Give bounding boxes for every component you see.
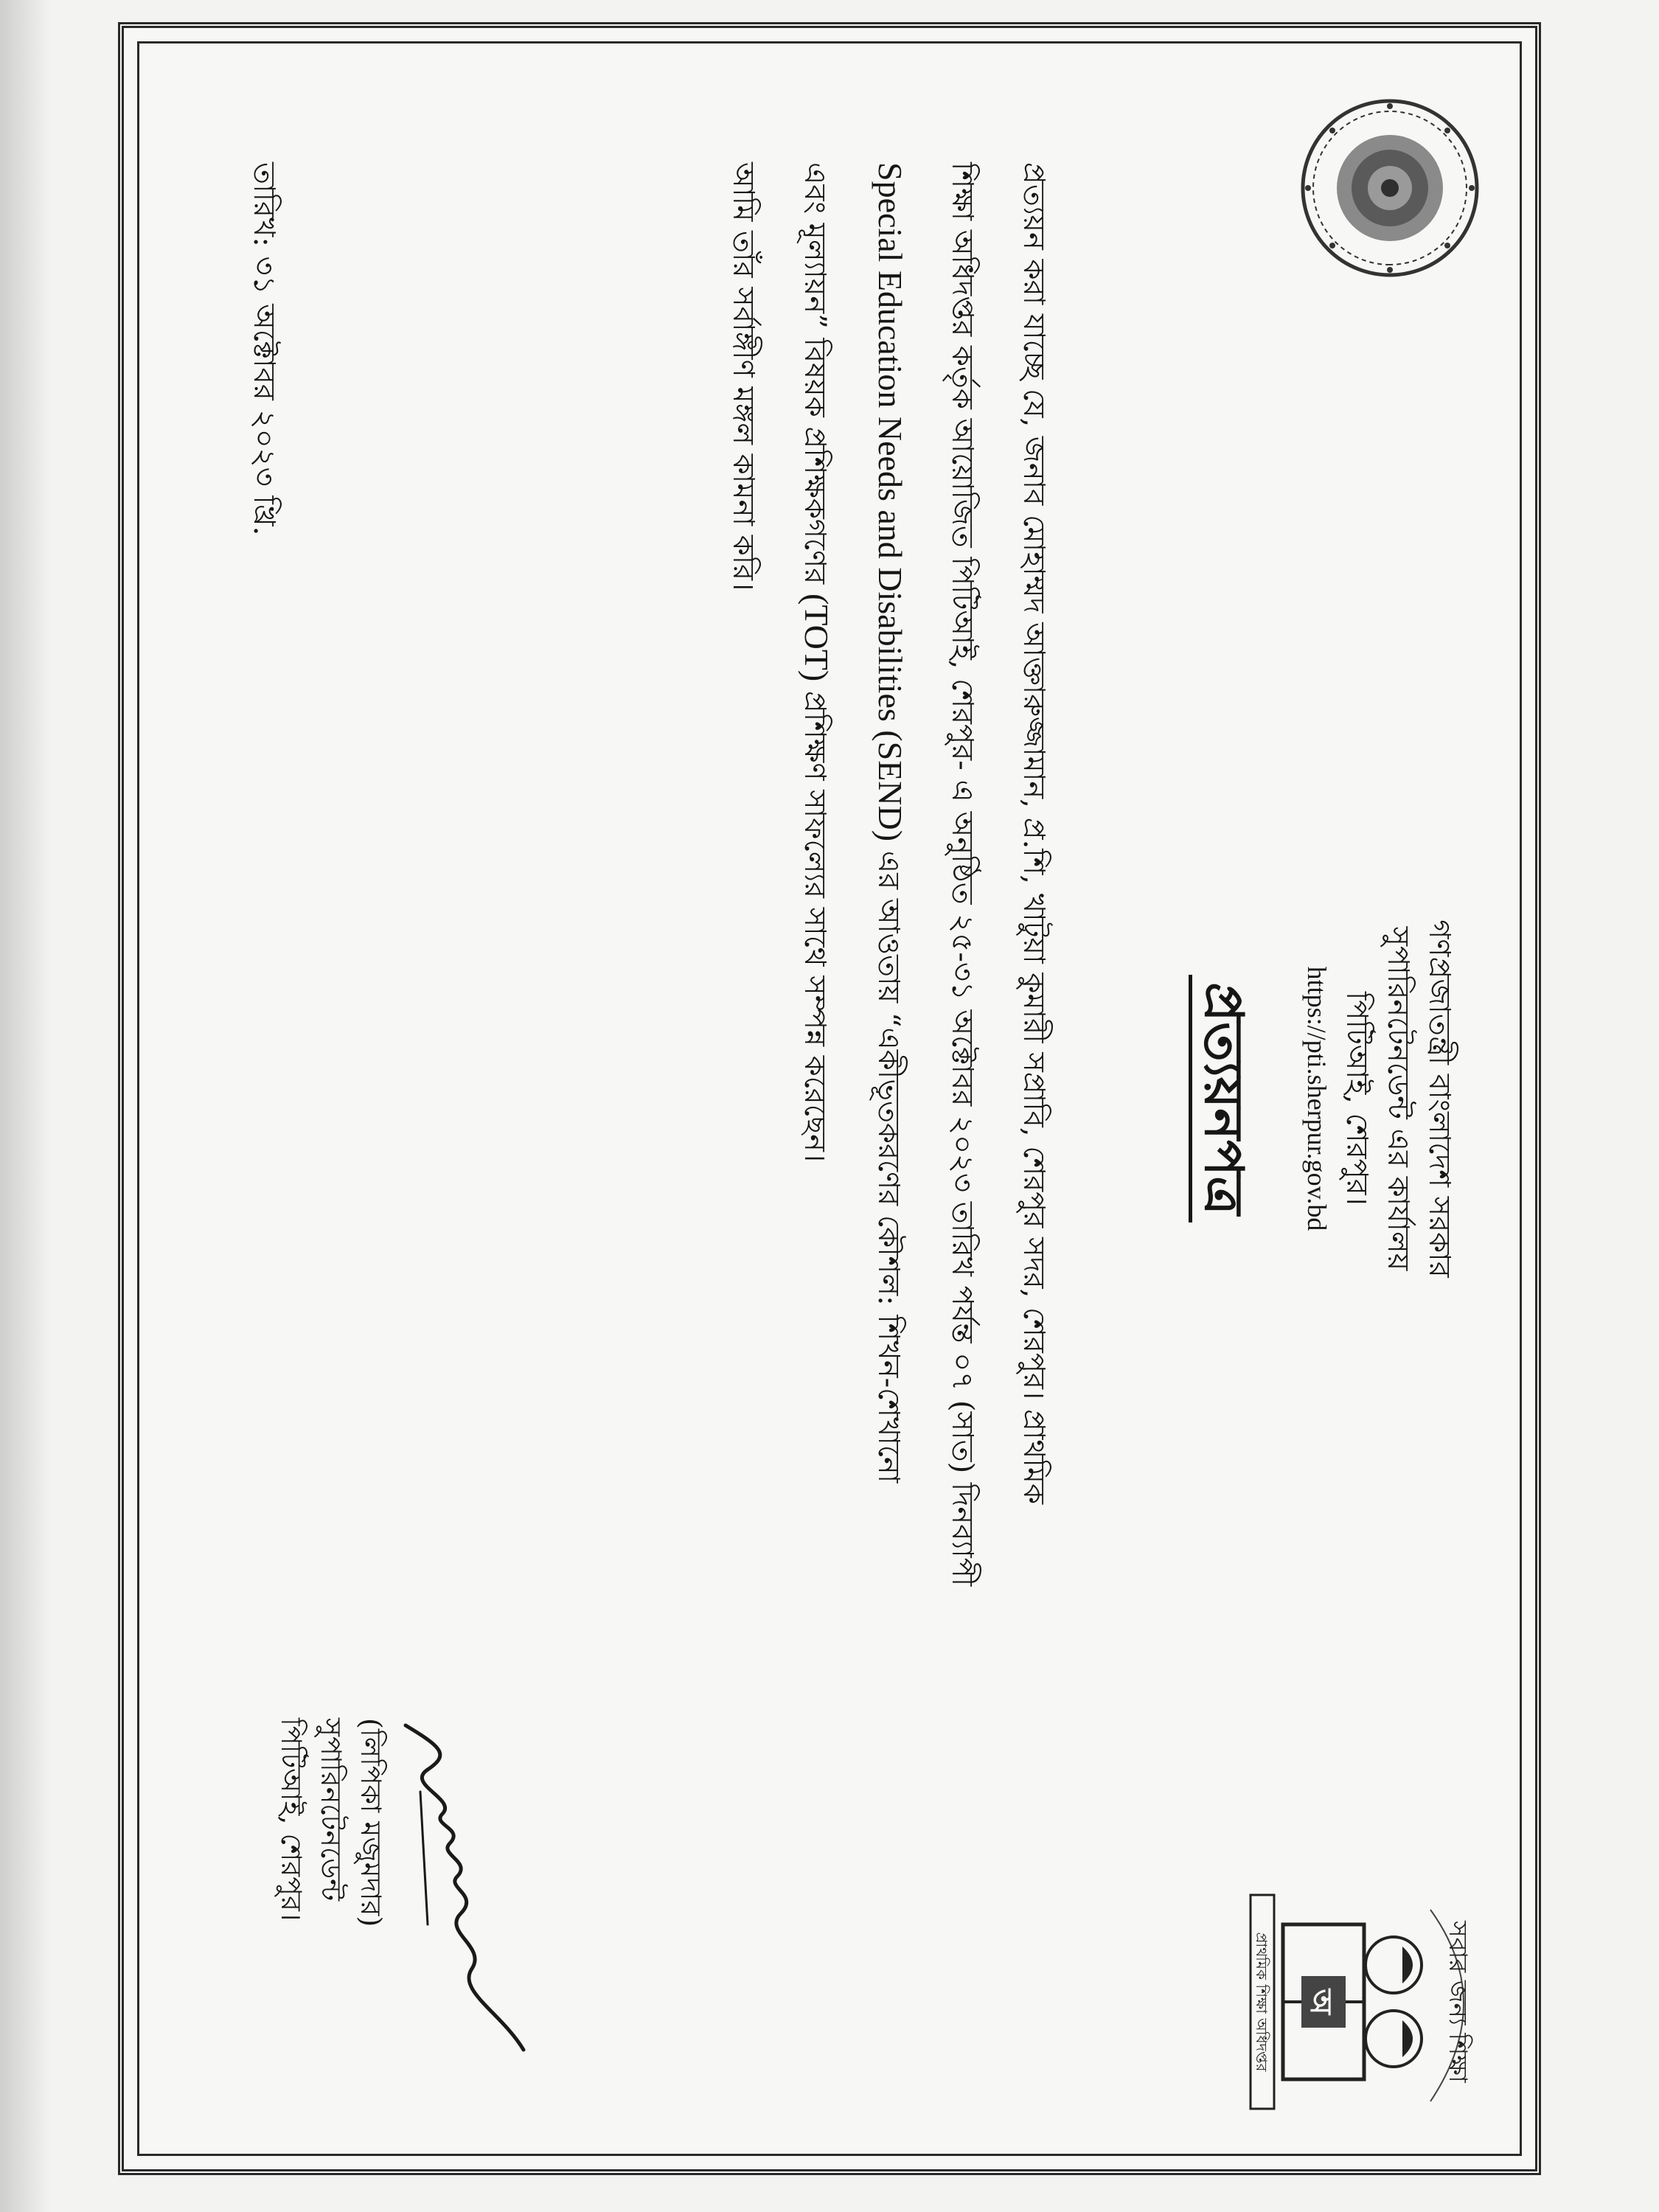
website-link[interactable]: https://pti.sherpur.gov.bd: [1302, 966, 1332, 1231]
body-line-3-text: এর আওতায় “একীভূতকরণের কৌশল: শিখন-শেখানো: [872, 850, 905, 1484]
certificate-page: [118, 22, 1541, 2175]
body-line-3: [852, 162, 926, 2116]
certificate-body: [707, 162, 1069, 2116]
office-name: সুপারিনটেনডেন্ট এর কার্যালয়: [1381, 926, 1415, 1271]
signatory-name: (লিপিকা মজুমদার): [355, 1718, 387, 1927]
logo-slogan: সবার জন্য শিক্ষা: [1443, 1921, 1472, 2083]
logo-department: প্রাথমিক শিক্ষা অধিদপ্তর: [1253, 1932, 1270, 2072]
body-line-4: [779, 162, 852, 2116]
send-program-name: Special Education Needs and Disabilities (SEND): [872, 162, 909, 842]
tot-label: (TOT): [798, 594, 835, 682]
government-name: গণপ্রজাতন্ত্রী বাংলাদেশ সরকার: [1422, 919, 1456, 1278]
logo-letter: অ: [1304, 1989, 1338, 2015]
certificate-title: প্রত্যয়নপত্র: [1189, 975, 1253, 1222]
issue-date: তারিখ: ৩১ অক্টোবর ২০২৩ খ্রি.: [247, 162, 281, 536]
scan-edge-shadow: [0, 0, 52, 2212]
letterhead: [1298, 22, 1460, 2175]
body-line-2: শিক্ষা অধিদপ্তর কর্তৃক আয়োজিত পিটিআই, শেরপুর- এ অনুষ্ঠিত ২৫-৩১ অক্টোবর ২০২৩ তারিখ পর্যন্ত ০৭ (সাত) দিনব্যাপী: [945, 162, 979, 1587]
body-line-4-b: প্রশিক্ষণ সাফল্যের সাথে সম্পন্ন করেছেন।: [798, 690, 832, 1163]
handwritten-signature-icon: [391, 1703, 531, 2087]
signature-block: [271, 1696, 531, 2109]
certificate-title-wrap: [1189, 22, 1256, 2175]
body-line-5: আমি তাঁর সর্বাঙ্গীণ মঙ্গল কামনা করি।: [726, 162, 760, 591]
body-line-4-a: এবং মূল্যায়ন” বিষয়ক প্রশিক্ষকগণের: [798, 162, 832, 585]
signatory-office: পিটিআই, শেরপুর।: [275, 1718, 307, 1921]
body-line-1: প্রত্যয়ন করা যাচ্ছে যে, জনাব মোহাম্মদ আক্তারুজ্জামান, প্র.শি, খাটুয়া কুমারী সপ্রাবি, শেরপুর সদর, শেরপুর। প্রাথমিক: [1017, 162, 1051, 1505]
signatory-designation: সুপারিনটেনডেন্ট: [315, 1718, 347, 1902]
institute-name: পিটিআই, শেরপুর।: [1340, 991, 1374, 1206]
